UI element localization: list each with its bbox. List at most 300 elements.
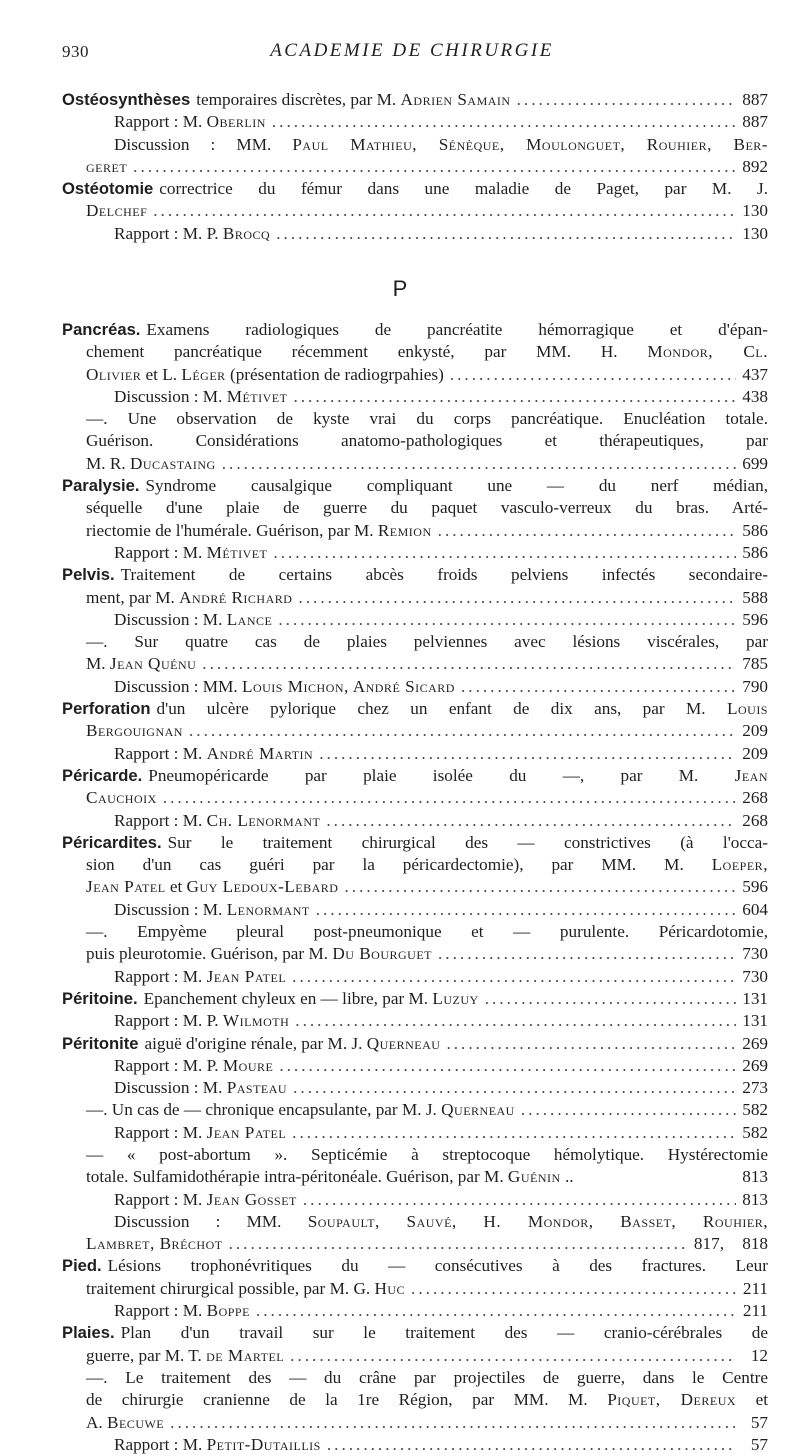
index-line — [62, 943, 768, 965]
leader-dots — [411, 1278, 736, 1300]
entry-text — [62, 766, 768, 785]
entry-text — [86, 1278, 405, 1300]
entry-text — [86, 653, 196, 675]
entry-heading: Pied. — [62, 1256, 102, 1276]
author-name: Piquet, Dereux — [607, 1390, 737, 1410]
entry-description: Discussion : MM. — [114, 1211, 308, 1231]
entry-text — [114, 1122, 286, 1144]
author-name: Guy Ledoux-Lebard — [186, 877, 339, 897]
page-reference: 588 — [742, 587, 768, 607]
entry-description: et — [736, 1390, 768, 1410]
entry-description: Discussion : M. — [114, 386, 227, 406]
author-name: Ch. Lenormant — [206, 810, 321, 830]
page-reference: 887 — [742, 90, 768, 109]
entry-text — [86, 922, 768, 941]
entry-text — [62, 476, 768, 495]
entry-description: Epanchement chyleux en — libre, par M. — [143, 988, 433, 1008]
author-name: Oberlin — [206, 112, 266, 132]
entry-description: ment, par M. — [86, 587, 180, 607]
author-name: André Martin — [206, 743, 314, 763]
entry-description: M. R. — [86, 453, 130, 473]
entry-description: Discussion : M. — [114, 1078, 227, 1098]
index-line — [62, 178, 768, 200]
index-line — [62, 631, 768, 653]
index-line — [62, 200, 768, 222]
entry-description: Sur le traitement chirurgical des — constrictives (à l'occa- — [167, 832, 768, 852]
index-line — [62, 1077, 768, 1099]
entry-text — [62, 565, 768, 584]
index-line — [62, 223, 768, 245]
leader-dots — [327, 1434, 736, 1456]
entry-text — [114, 135, 768, 154]
index-line — [62, 564, 768, 586]
page-reference: 730 — [742, 966, 768, 986]
leader-dots — [521, 1099, 736, 1121]
index-line — [62, 720, 768, 742]
entry-text — [114, 1055, 273, 1077]
index-line — [62, 430, 768, 452]
entry-text — [114, 542, 267, 564]
author-name: Lambret, Bréchot — [86, 1234, 223, 1254]
author-name: Brocq — [222, 223, 271, 243]
index-line — [62, 1166, 768, 1188]
leader-dots — [278, 609, 736, 631]
index-line — [62, 453, 768, 475]
author-name: Delchef — [86, 201, 148, 221]
index-line — [62, 966, 768, 988]
entry-description: guerre, par M. T. — [86, 1345, 207, 1365]
entry-description: de chirurgie cranienne de la 1re Région, par MM. M. — [86, 1390, 608, 1410]
index-line — [62, 1144, 768, 1166]
author-name: Jean Quénu — [109, 654, 197, 674]
entry-description: — « post-abortum ». Septicémie à streptocoque hémolytique. Hystérectomie — [86, 1144, 768, 1164]
page-reference: 268 — [742, 788, 768, 808]
index-line — [62, 1389, 768, 1411]
entry-description: puis pleurotomie. Guérison, par M. — [86, 944, 333, 964]
entry-description: Pneumopéricarde par plaie isolée du —, par M. — [148, 765, 735, 785]
entry-text — [86, 632, 768, 651]
author-name: Querneau — [441, 1100, 515, 1120]
index-line — [62, 1367, 768, 1389]
leader-dots — [189, 720, 736, 742]
leader-dots — [293, 386, 736, 408]
index-line — [62, 319, 768, 341]
author-name: Métivet — [206, 542, 268, 562]
index-line — [62, 1055, 768, 1077]
entry-text — [62, 1033, 440, 1055]
index-line — [62, 542, 768, 564]
index-line — [62, 743, 768, 765]
leader-dots — [133, 156, 736, 178]
entry-text — [86, 364, 444, 386]
entry-heading: Ostéosynthèses — [62, 90, 191, 109]
index-line — [62, 1233, 768, 1255]
author-name: Wilmoth — [222, 1011, 290, 1031]
page-reference: 57 — [750, 1412, 768, 1432]
index-line — [62, 1211, 768, 1233]
entry-heading: Paralysie. — [62, 476, 140, 496]
entry-text — [86, 787, 157, 809]
entry-description: —. Empyème pleural post-pneumonique et — purulente. Péricardotomie, — [86, 922, 768, 942]
index-line — [62, 1345, 768, 1367]
entry-description: Discussion : MM. — [114, 676, 242, 696]
leader-dots — [316, 899, 736, 921]
entry-description: aiguë d'origine rénale, par M. J. — [144, 1033, 367, 1053]
entry-description: Rapport : M. — [114, 1122, 207, 1142]
entry-text — [114, 810, 320, 832]
entry-heading: Péricardites. — [62, 832, 162, 852]
index-line — [62, 921, 768, 943]
page-reference: 209 — [742, 743, 768, 763]
page-reference: 12 — [750, 1345, 768, 1365]
entry-text — [114, 966, 286, 988]
index-line — [62, 364, 768, 386]
leader-dots — [319, 743, 736, 765]
index-line — [62, 765, 768, 787]
entry-description: sion d'un cas guéri par la péricardectomie), par MM. M. — [86, 855, 712, 875]
author-name: Léger — [181, 364, 226, 384]
entry-description: Plan d'un travail sur le traitement des — cranio-cérébrales de — [120, 1323, 768, 1343]
index-line — [62, 1300, 768, 1322]
page-reference: 269 — [742, 1055, 768, 1075]
index-line — [62, 1122, 768, 1144]
index-line — [62, 386, 768, 408]
author-name: Jean Patel — [206, 1122, 287, 1142]
index-line — [62, 587, 768, 609]
index-line — [62, 111, 768, 133]
author-name: André Richard — [179, 587, 293, 607]
index-line — [62, 1033, 768, 1055]
entry-description: Rapport : M. P. — [114, 223, 223, 243]
entry-description: Rapport : M. P. — [114, 1011, 223, 1031]
entry-text — [86, 520, 432, 542]
entry-description: Rapport : M. P. — [114, 1055, 223, 1075]
author-name: Pasteau — [226, 1078, 288, 1098]
leader-dots — [273, 542, 736, 564]
entry-description: Lésions trophonévritiques du — consécutives à des fractures. Leur — [107, 1256, 768, 1276]
index-entries-p — [62, 319, 768, 1456]
page-reference: 211 — [742, 1278, 768, 1298]
entry-description: temporaires discrètes, par M. — [196, 90, 401, 109]
entry-text — [114, 1010, 289, 1032]
entry-text — [86, 1412, 164, 1434]
entry-text — [86, 409, 768, 428]
index-line — [62, 899, 768, 921]
index-line — [62, 609, 768, 631]
entry-heading: Pancréas. — [62, 320, 141, 339]
page-reference: 604 — [742, 899, 768, 919]
page-reference: 268 — [742, 810, 768, 830]
leader-dots — [276, 223, 736, 245]
entry-description: Guérison. Considérations anatomo-pathologiques et thérapeutiques, par — [86, 431, 768, 451]
entry-text — [114, 386, 287, 408]
index-line — [62, 475, 768, 497]
page-reference: 273 — [742, 1078, 768, 1098]
page-reference: 596 — [742, 877, 768, 897]
index-line — [62, 1434, 768, 1456]
page-reference: 813 — [742, 1189, 768, 1209]
entry-description: chement pancréatique récemment enkysté, par MM. H. — [86, 342, 648, 362]
page-reference: 437 — [742, 364, 768, 384]
page-reference: 586 — [742, 542, 768, 562]
entry-text — [62, 89, 511, 111]
entry-description: séquelle d'une plaie de guerre du paquet vasculo-verreux du bras. Arté- — [86, 498, 768, 518]
page-reference: 730 — [742, 944, 768, 964]
author-name: Moure — [222, 1055, 274, 1075]
index-line — [62, 1255, 768, 1277]
page-reference: 209 — [742, 721, 768, 741]
index-line — [62, 787, 768, 809]
leader-dots — [295, 1010, 736, 1032]
author-name: Becuwe — [107, 1412, 165, 1432]
entry-description: Traitement de certains abcès froids pelviens infectés secondaire- — [120, 565, 768, 585]
index-line — [62, 497, 768, 519]
entry-text — [86, 720, 183, 742]
page-reference: 813 — [742, 1167, 768, 1187]
section-letter: P — [392, 276, 408, 301]
page-reference: 582 — [742, 1122, 768, 1142]
entry-text — [86, 855, 768, 874]
entry-text — [114, 223, 270, 245]
leader-dots — [292, 1122, 736, 1144]
page-number: 930 — [62, 42, 89, 61]
index-line — [62, 1010, 768, 1032]
author-name: Jean — [734, 765, 768, 785]
entry-description: Rapport : M. — [114, 112, 207, 132]
leader-dots — [290, 1345, 736, 1367]
entry-description: —. Une observation de kyste vrai du corps pancréatique. Enucléation totale. — [86, 409, 768, 429]
page-reference: 785 — [742, 654, 768, 674]
entry-text — [114, 609, 272, 631]
author-name: Lance — [226, 609, 273, 629]
leader-dots — [163, 787, 736, 809]
author-name: Adrien Samain — [400, 90, 511, 109]
entry-description: d'un ulcère pylorique chez un enfant de dix ans, par M. — [156, 699, 727, 719]
index-line — [62, 520, 768, 542]
author-name: Cauchoix — [86, 788, 157, 808]
entry-text — [86, 876, 338, 898]
entry-description: correctrice du fémur dans une maladie de Paget, par M. J. — [159, 179, 768, 199]
entry-description: Rapport : M. — [114, 1301, 207, 1321]
author-name: Guénin — [507, 1167, 561, 1187]
entry-text — [86, 200, 147, 222]
leader-dots — [202, 653, 736, 675]
leader-dots — [438, 943, 736, 965]
entry-text — [86, 431, 768, 450]
index-line — [62, 988, 768, 1010]
author-name: Loeper, — [711, 855, 768, 875]
entry-description: Discussion : MM. — [114, 134, 293, 154]
page-reference: 892 — [742, 156, 768, 176]
author-name: Louis — [726, 699, 768, 719]
author-name: Petit-Dutaillis — [206, 1434, 321, 1454]
page-reference: 586 — [742, 520, 768, 540]
entry-text — [86, 156, 127, 178]
author-name: Boppe — [206, 1301, 250, 1321]
entry-heading: Péritonite — [62, 1033, 139, 1053]
leader-dots — [326, 810, 736, 832]
page-reference: 57 — [750, 1434, 768, 1454]
index-line — [62, 1322, 768, 1344]
entry-description: —. Le traitement des — du crâne par projectiles de guerre, dans le Centre — [86, 1367, 768, 1387]
entry-text — [62, 699, 768, 718]
author-name: Lenormant — [226, 899, 310, 919]
entry-text — [62, 320, 768, 339]
entry-description: et L. — [141, 364, 182, 384]
leader-dots — [256, 1300, 736, 1322]
entry-text — [114, 676, 455, 698]
page-reference: 790 — [742, 676, 768, 696]
leader-dots — [272, 111, 736, 133]
entry-description: Rapport : M. — [114, 542, 207, 562]
index-line — [62, 89, 768, 111]
entry-description: A. — [86, 1412, 108, 1432]
author-name: Luzuy — [432, 988, 479, 1008]
entry-text — [62, 988, 479, 1010]
entry-heading: Plaies. — [62, 1323, 115, 1343]
entry-text — [86, 1390, 768, 1409]
leader-dots — [446, 1033, 736, 1055]
entry-text — [86, 1166, 574, 1188]
index-line — [62, 676, 768, 698]
entry-text — [114, 1189, 297, 1211]
entry-description: totale. Sulfamidothérapie intra-péritonéale. Guérison, par M. — [86, 1167, 508, 1187]
page-reference: 130 — [742, 223, 768, 243]
page-reference: 269 — [742, 1033, 768, 1053]
index-line — [62, 341, 768, 363]
entry-text — [86, 587, 292, 609]
author-name: Jean Gosset — [206, 1189, 297, 1209]
entry-text — [114, 1212, 768, 1231]
entry-text — [62, 1256, 768, 1275]
entry-description: (présentation de radiogrpahies) — [225, 364, 444, 384]
entry-description: Syndrome causalgique compliquant une — du nerf médian, — [145, 476, 768, 496]
author-name: Ducastaing — [129, 453, 216, 473]
entry-text — [114, 1434, 321, 1456]
entry-text — [86, 1145, 768, 1164]
index-line — [62, 1278, 768, 1300]
page-header — [62, 40, 762, 66]
leader-dots — [298, 587, 736, 609]
index-line — [62, 1099, 768, 1121]
leader-dots — [438, 520, 736, 542]
author-name: Jean Patel — [86, 877, 166, 897]
author-name: Mondor, Cl. — [647, 342, 769, 362]
leader-dots — [229, 1233, 688, 1255]
author-name: Querneau — [366, 1033, 441, 1053]
author-name: Soupault, Sauvé, H. Mondor, Basset, Rouhier, — [307, 1211, 768, 1231]
author-name: Jean Patel — [206, 966, 287, 986]
running-title: ACADEMIE DE CHIRURGIE — [270, 40, 554, 61]
index-line — [62, 698, 768, 720]
leader-dots — [517, 89, 736, 111]
index-line — [62, 876, 768, 898]
leader-dots — [292, 966, 736, 988]
author-name: Bergouignan — [86, 721, 183, 741]
leader-dots — [222, 453, 736, 475]
leader-dots — [153, 200, 736, 222]
entry-description: Examens radiologiques de pancréatite hémorragique et d'épan- — [146, 320, 768, 339]
entry-description: Rapport : M. — [114, 1434, 207, 1454]
entry-heading: Péritoine. — [62, 988, 138, 1008]
entry-description: Discussion : M. — [114, 899, 227, 919]
leader-dots — [293, 1077, 736, 1099]
author-name: Métivet — [226, 386, 288, 406]
leader-dots — [450, 364, 736, 386]
page-reference: 699 — [742, 453, 768, 473]
index-line — [62, 134, 768, 156]
author-name: de Martel — [206, 1345, 285, 1365]
entry-description: M. — [86, 654, 110, 674]
entry-text — [114, 899, 310, 921]
index-line — [62, 1189, 768, 1211]
page-reference: 887 — [742, 112, 768, 132]
index-entries-o — [62, 89, 768, 245]
index-line — [62, 854, 768, 876]
entry-description: Rapport : M. — [114, 810, 207, 830]
page-reference: 131 — [742, 988, 768, 1008]
entry-text — [114, 1077, 287, 1099]
entry-text — [114, 743, 313, 765]
entry-description: Rapport : M. — [114, 1189, 207, 1209]
entry-description: Rapport : M. — [114, 743, 207, 763]
entry-text — [114, 111, 266, 133]
entry-description: Rapport : M. — [114, 966, 207, 986]
leader-dots — [461, 676, 736, 698]
entry-text — [86, 498, 768, 517]
author-name: Huc — [374, 1278, 406, 1298]
leader-dots — [303, 1189, 736, 1211]
page-reference: 596 — [742, 609, 768, 629]
entry-description: et — [165, 877, 187, 897]
page-reference: 818 — [742, 1234, 768, 1254]
entry-text — [62, 1323, 768, 1342]
page-reference: 131 — [742, 1011, 768, 1031]
entry-description: .. — [560, 1167, 574, 1187]
leader-dots — [279, 1055, 736, 1077]
entry-text — [114, 1300, 250, 1322]
entry-text — [86, 1345, 284, 1367]
page-reference: 817, — [693, 1234, 724, 1254]
author-name: Olivier — [86, 364, 142, 384]
author-name: Paul Mathieu, Sénèque, Moulonguet, Rouhier, Ber- — [292, 134, 768, 154]
index-line — [62, 156, 768, 178]
author-name: Louis Michon, André Sicard — [241, 676, 455, 696]
author-name: Remion — [377, 520, 432, 540]
page-reference: 438 — [742, 386, 768, 406]
page-reference: 130 — [742, 201, 768, 221]
entry-description: riectomie de l'humérale. Guérison, par M. — [86, 520, 378, 540]
index-line — [62, 408, 768, 430]
author-name: geret — [86, 156, 128, 176]
entry-heading: Péricarde. — [62, 765, 143, 785]
index-line — [62, 653, 768, 675]
entry-text — [62, 179, 768, 198]
index-line — [62, 810, 768, 832]
entry-text — [86, 1368, 768, 1387]
entry-heading: Pelvis. — [62, 565, 115, 585]
entry-description: —. Sur quatre cas de plaies pelviennes avec lésions viscérales, par — [86, 632, 768, 652]
entry-text — [86, 342, 768, 361]
entry-description: Discussion : M. — [114, 609, 227, 629]
entry-text — [86, 1233, 223, 1255]
page-reference: 211 — [742, 1301, 768, 1321]
entry-heading: Ostéotomie — [62, 179, 154, 199]
entry-text — [62, 833, 768, 852]
author-name: Du Bourguet — [332, 944, 432, 964]
entry-text — [86, 453, 216, 475]
index-line — [62, 1412, 768, 1434]
